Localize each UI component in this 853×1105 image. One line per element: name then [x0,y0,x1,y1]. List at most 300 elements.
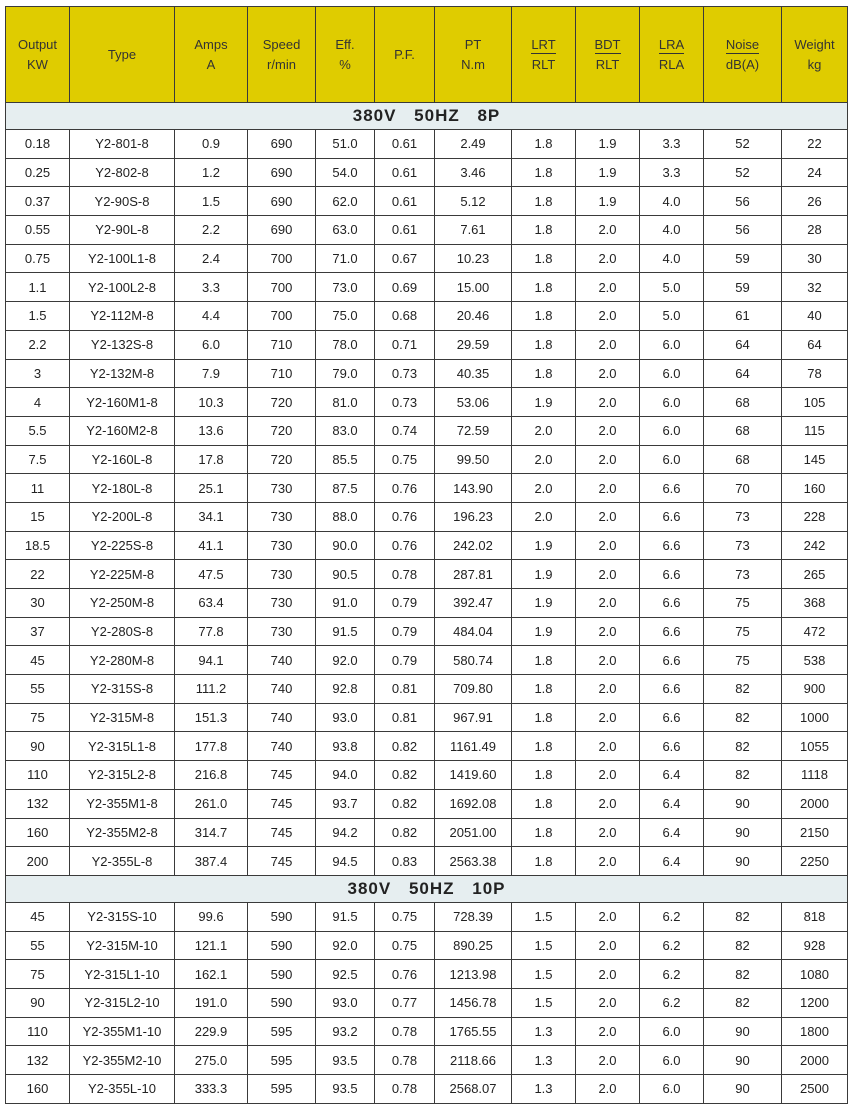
table-cell: 0.79 [375,589,435,618]
table-cell: 0.73 [375,359,435,388]
table-cell: 2500 [782,1075,848,1104]
table-cell: 229.9 [175,1017,248,1046]
table-cell: 6.6 [640,675,704,704]
table-cell: 99.6 [175,902,248,931]
table-cell: Y2-200L-8 [70,502,175,531]
table-cell: 2.0 [576,1017,640,1046]
table-cell: 2.0 [576,789,640,818]
table-cell: 730 [248,502,316,531]
table-cell: 75 [704,646,782,675]
column-header-unit: RLT [531,56,556,72]
table-cell: 590 [248,902,316,931]
table-cell: 0.37 [6,187,70,216]
table-cell: 228 [782,502,848,531]
table-cell: 93.5 [316,1075,375,1104]
table-cell: 690 [248,216,316,245]
table-cell: 0.82 [375,761,435,790]
table-cell: Y2-315L1-8 [70,732,175,761]
table-cell: 4.0 [640,216,704,245]
table-cell: 368 [782,589,848,618]
table-row [6,560,848,589]
table-cell: 1.5 [175,187,248,216]
table-row [6,474,848,503]
table-cell: 90 [704,847,782,876]
table-cell: 88.0 [316,502,375,531]
table-cell: 1.3 [512,1075,576,1104]
table-row [6,330,848,359]
table-cell: 59 [704,273,782,302]
table-cell: 73.0 [316,273,375,302]
table-row [6,1075,848,1104]
table-cell: 0.61 [375,216,435,245]
table-cell: 191.0 [175,988,248,1017]
table-cell: 1118 [782,761,848,790]
table-cell: 143.90 [435,474,512,503]
table-cell: 287.81 [435,560,512,589]
table-cell: 1080 [782,960,848,989]
table-cell: 928 [782,931,848,960]
table-cell: 0.71 [375,330,435,359]
table-row [6,273,848,302]
table-cell: 690 [248,130,316,159]
table-row [6,675,848,704]
table-cell: 94.5 [316,847,375,876]
column-header-unit: r/min [267,56,296,72]
table-cell: Y2-250M-8 [70,589,175,618]
table-cell: 15 [6,502,70,531]
table-cell: 2.0 [576,1075,640,1104]
table-cell: 82 [704,675,782,704]
column-header [316,7,375,103]
table-cell: 314.7 [175,818,248,847]
table-row [6,931,848,960]
section-title: 380V 50HZ 10P [6,875,848,902]
table-header [6,7,848,103]
table-row [6,244,848,273]
table-cell: 93.5 [316,1046,375,1075]
table-cell: 29.59 [435,330,512,359]
table-cell: 3.46 [435,158,512,187]
table-cell: 68 [704,445,782,474]
table-cell: 6.0 [175,330,248,359]
table-cell: Y2-355M1-10 [70,1017,175,1046]
table-cell: 68 [704,416,782,445]
table-row [6,502,848,531]
table-cell: Y2-132M-8 [70,359,175,388]
table-cell: 64 [704,330,782,359]
table-cell: 7.9 [175,359,248,388]
table-cell: 890.25 [435,931,512,960]
header-row [6,7,848,103]
table-row [6,1017,848,1046]
table-cell: 2.0 [576,761,640,790]
table-cell: 6.0 [640,1017,704,1046]
table-cell: 745 [248,847,316,876]
table-cell: 710 [248,359,316,388]
column-header-label: Speed [262,36,301,52]
table-cell: 0.81 [375,703,435,732]
table-cell: 538 [782,646,848,675]
table-cell: 2.0 [512,416,576,445]
table-cell: 1200 [782,988,848,1017]
table-cell: 0.69 [375,273,435,302]
motor-spec-table-container [5,6,848,1104]
table-row [6,416,848,445]
table-cell: 1.5 [6,302,70,331]
table-cell: 6.0 [640,330,704,359]
table-cell: 2.2 [175,216,248,245]
table-row [6,902,848,931]
table-cell: 2118.66 [435,1046,512,1075]
table-cell: 11 [6,474,70,503]
table-cell: 0.55 [6,216,70,245]
table-cell: 63.4 [175,589,248,618]
table-cell: 2.0 [512,474,576,503]
column-header-label [640,35,703,55]
table-cell: 75 [704,617,782,646]
table-cell: 2.0 [576,931,640,960]
table-cell: 82 [704,988,782,1017]
table-cell: 75 [6,703,70,732]
table-cell: 2.0 [576,416,640,445]
table-cell: 6.2 [640,902,704,931]
table-cell: 2.0 [576,732,640,761]
table-cell: 5.0 [640,302,704,331]
table-cell: 94.2 [316,818,375,847]
table-row [6,732,848,761]
table-cell: 700 [248,244,316,273]
table-cell: 6.6 [640,617,704,646]
table-cell: 2.0 [576,388,640,417]
table-cell: 6.0 [640,1046,704,1075]
table-cell: 55 [6,675,70,704]
column-header-label-underlined: BDT [594,36,621,52]
table-row [6,1046,848,1075]
table-cell: 0.82 [375,732,435,761]
table-cell: 1.8 [512,216,576,245]
table-cell: 110 [6,1017,70,1046]
section-title: 380V 50HZ 8P [6,103,848,130]
table-cell: 28 [782,216,848,245]
table-cell: 2000 [782,1046,848,1075]
table-cell: 0.75 [6,244,70,273]
table-row [6,789,848,818]
table-cell: 6.0 [640,445,704,474]
column-header-unit: N.m [461,56,485,72]
table-cell: Y2-802-8 [70,158,175,187]
table-cell: 82 [704,703,782,732]
table-cell: Y2-90L-8 [70,216,175,245]
table-cell: 61 [704,302,782,331]
table-cell: 6.2 [640,988,704,1017]
table-cell: 162.1 [175,960,248,989]
table-cell: 82 [704,902,782,931]
table-cell: 177.8 [175,732,248,761]
table-cell: 0.18 [6,130,70,159]
column-header-label-underlined: LRT [531,36,556,52]
column-header [640,7,704,103]
table-cell: 2.0 [576,244,640,273]
table-cell: 92.5 [316,960,375,989]
table-row [6,617,848,646]
table-cell: 94.0 [316,761,375,790]
table-cell: 720 [248,388,316,417]
table-cell: 740 [248,646,316,675]
table-cell: 1.9 [576,187,640,216]
table-cell: 1.9 [512,388,576,417]
table-cell: 26 [782,187,848,216]
table-cell: Y2-801-8 [70,130,175,159]
table-cell: 5.5 [6,416,70,445]
table-cell: 17.8 [175,445,248,474]
table-cell: 1.8 [512,187,576,216]
table-cell: 1000 [782,703,848,732]
table-cell: 595 [248,1046,316,1075]
table-cell: 82 [704,931,782,960]
table-cell: 75.0 [316,302,375,331]
table-cell: Y2-315L2-10 [70,988,175,1017]
table-cell: 0.61 [375,158,435,187]
table-row [6,445,848,474]
table-cell: 115 [782,416,848,445]
table-cell: 1.3 [512,1017,576,1046]
table-cell: 70 [704,474,782,503]
column-header [375,7,435,103]
table-cell: 20.46 [435,302,512,331]
table-cell: 200 [6,847,70,876]
table-cell: 93.0 [316,703,375,732]
table-cell: 18.5 [6,531,70,560]
table-row [6,589,848,618]
table-cell: 900 [782,675,848,704]
column-header [704,7,782,103]
column-header-label-underlined: Noise [725,36,760,52]
table-cell: 0.25 [6,158,70,187]
table-cell: 2.0 [576,474,640,503]
column-header-unit: A [206,56,216,72]
table-cell: Y2-315M-8 [70,703,175,732]
table-cell: 6.6 [640,474,704,503]
table-cell: 730 [248,474,316,503]
table-cell: 196.23 [435,502,512,531]
table-cell: 7.5 [6,445,70,474]
table-cell: 0.79 [375,646,435,675]
table-cell: 34.1 [175,502,248,531]
table-cell: 730 [248,531,316,560]
table-cell: 62.0 [316,187,375,216]
table-cell: 2.0 [576,589,640,618]
table-cell: 110 [6,761,70,790]
table-cell: 2.0 [576,646,640,675]
table-cell: 2.4 [175,244,248,273]
table-cell: 720 [248,416,316,445]
table-cell: 22 [782,130,848,159]
table-cell: 78 [782,359,848,388]
table-cell: 1.8 [512,359,576,388]
table-cell: Y2-160L-8 [70,445,175,474]
table-cell: 595 [248,1017,316,1046]
table-cell: Y2-225S-8 [70,531,175,560]
table-cell: 6.0 [640,388,704,417]
table-cell: 818 [782,902,848,931]
table-cell: 0.77 [375,988,435,1017]
table-cell: 0.76 [375,502,435,531]
table-row [6,216,848,245]
table-cell: 93.0 [316,988,375,1017]
table-cell: 6.6 [640,560,704,589]
table-cell: Y2-132S-8 [70,330,175,359]
table-cell: 2.0 [576,560,640,589]
table-cell: 2.0 [576,502,640,531]
table-cell: 2000 [782,789,848,818]
table-cell: 40 [782,302,848,331]
table-cell: 745 [248,761,316,790]
table-cell: 73 [704,531,782,560]
table-cell: 1765.55 [435,1017,512,1046]
table-cell: 1800 [782,1017,848,1046]
table-cell: 2.0 [576,1046,640,1075]
table-cell: 41.1 [175,531,248,560]
table-cell: 720 [248,445,316,474]
table-cell: 5.0 [640,273,704,302]
table-cell: 1.9 [576,130,640,159]
table-cell: 6.4 [640,789,704,818]
table-cell: 92.0 [316,646,375,675]
table-row [6,158,848,187]
table-cell: 47.5 [175,560,248,589]
table-cell: 728.39 [435,902,512,931]
table-cell: 242 [782,531,848,560]
table-cell: 0.78 [375,1017,435,1046]
table-cell: 2.49 [435,130,512,159]
table-cell: 1.8 [512,761,576,790]
table-cell: 1456.78 [435,988,512,1017]
table-cell: 93.2 [316,1017,375,1046]
table-cell: 1.8 [512,158,576,187]
table-row [6,988,848,1017]
table-cell: 151.3 [175,703,248,732]
table-cell: 56 [704,216,782,245]
table-cell: 0.76 [375,531,435,560]
table-cell: 92.8 [316,675,375,704]
table-cell: 590 [248,988,316,1017]
table-cell: 0.73 [375,388,435,417]
table-cell: 745 [248,818,316,847]
table-cell: 1.8 [512,847,576,876]
table-cell: 3 [6,359,70,388]
table-cell: 6.4 [640,818,704,847]
table-cell: 2.0 [576,273,640,302]
table-row [6,302,848,331]
table-cell: 1419.60 [435,761,512,790]
table-cell: 2568.07 [435,1075,512,1104]
table-cell: 82 [704,960,782,989]
table-cell: 111.2 [175,675,248,704]
table-cell: 6.6 [640,703,704,732]
table-cell: 79.0 [316,359,375,388]
table-cell: 3.3 [175,273,248,302]
table-cell: 37 [6,617,70,646]
table-cell: 54.0 [316,158,375,187]
table-cell: 1.8 [512,675,576,704]
table-cell: Y2-355L-10 [70,1075,175,1104]
table-cell: 0.68 [375,302,435,331]
table-cell: 730 [248,560,316,589]
table-cell: 967.91 [435,703,512,732]
table-cell: 0.78 [375,1075,435,1104]
table-cell: 6.4 [640,761,704,790]
table-cell: 730 [248,589,316,618]
table-cell: 6.6 [640,502,704,531]
table-cell: 6.2 [640,931,704,960]
table-cell: 6.4 [640,847,704,876]
table-cell: 2.0 [576,330,640,359]
table-cell: 1.9 [576,158,640,187]
table-cell: 0.76 [375,474,435,503]
table-cell: 82 [704,732,782,761]
column-header-label: PT [464,36,482,52]
table-cell: 0.75 [375,445,435,474]
table-cell: 90 [704,1017,782,1046]
table-cell: 0.61 [375,187,435,216]
table-row [6,703,848,732]
table-cell: Y2-315L1-10 [70,960,175,989]
table-cell: 72.59 [435,416,512,445]
table-cell: Y2-160M2-8 [70,416,175,445]
column-header-label [704,35,781,55]
table-cell: 160 [6,818,70,847]
table-cell: 1692.08 [435,789,512,818]
table-cell: 1.8 [512,818,576,847]
table-cell: 2150 [782,818,848,847]
table-cell: 1.9 [512,617,576,646]
table-cell: 92.0 [316,931,375,960]
table-cell: 580.74 [435,646,512,675]
table-cell: 145 [782,445,848,474]
table-cell: 0.81 [375,675,435,704]
column-header-label: Amps [194,36,228,52]
column-header-label [576,35,639,55]
table-cell: 75 [704,589,782,618]
table-cell: 275.0 [175,1046,248,1075]
table-row [6,359,848,388]
table-cell: 1.8 [512,789,576,818]
table-cell: 132 [6,1046,70,1075]
table-cell: 77.8 [175,617,248,646]
table-cell: 90.5 [316,560,375,589]
table-cell: 0.82 [375,818,435,847]
table-cell: 94.1 [175,646,248,675]
column-header-label: Eff. [335,36,355,52]
table-cell: 45 [6,646,70,675]
table-cell: 2.0 [576,531,640,560]
table-row [6,388,848,417]
table-cell: 160 [6,1075,70,1104]
table-cell: 30 [6,589,70,618]
table-cell: 387.4 [175,847,248,876]
table-cell: 51.0 [316,130,375,159]
table-cell: Y2-315M-10 [70,931,175,960]
table-cell: 0.82 [375,789,435,818]
table-cell: 1.8 [512,732,576,761]
column-header [782,7,848,103]
table-cell: 2563.38 [435,847,512,876]
column-header [6,7,70,103]
table-cell: 2.0 [576,675,640,704]
table-cell: 3.3 [640,130,704,159]
column-header-label: Weight [794,36,835,52]
table-cell: 2.0 [576,216,640,245]
